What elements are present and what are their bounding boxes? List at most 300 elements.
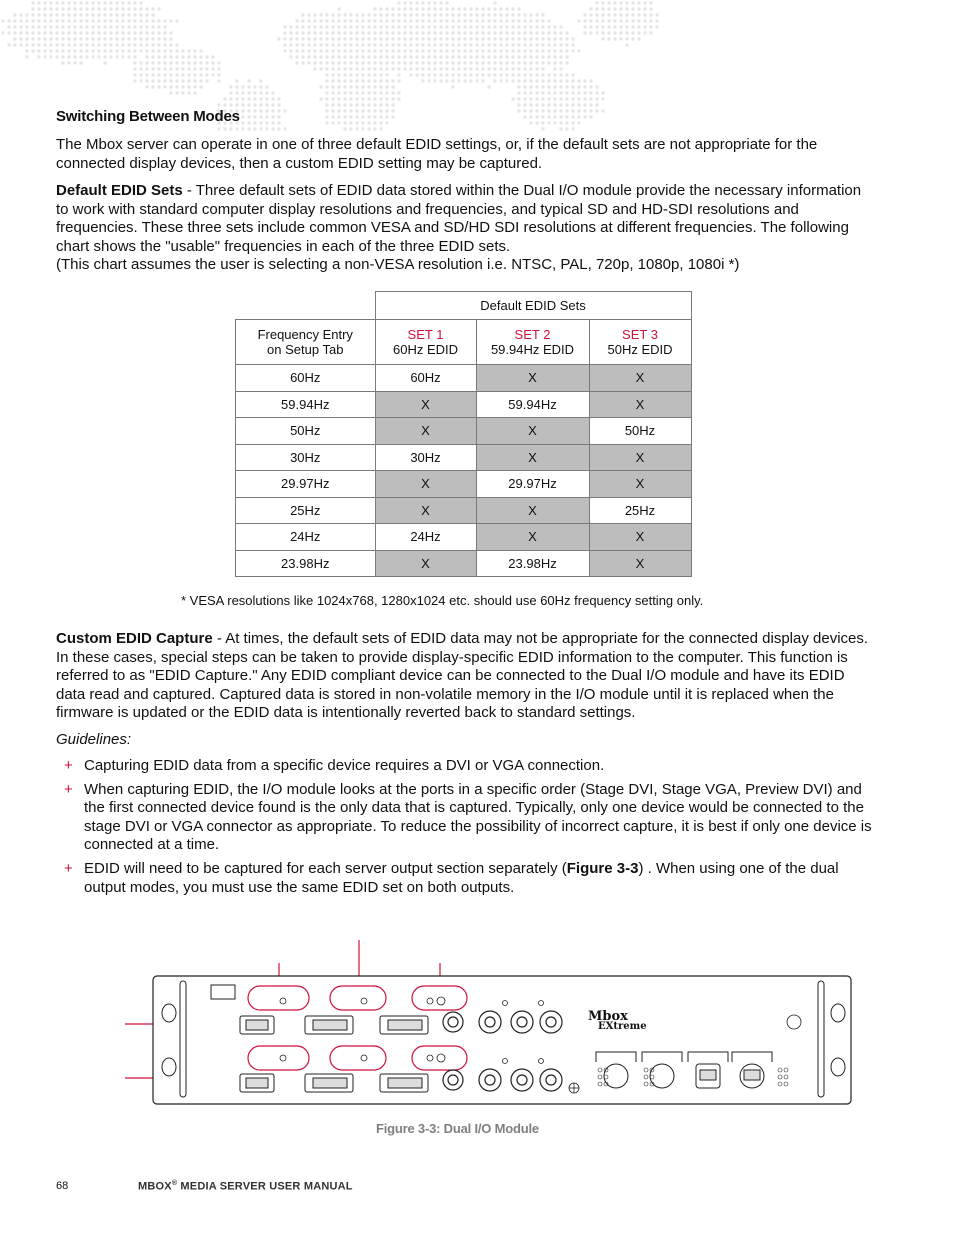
map-dot bbox=[97, 13, 100, 16]
map-dot bbox=[37, 13, 40, 16]
map-dot bbox=[277, 37, 280, 40]
map-dot bbox=[43, 37, 46, 40]
map-dot bbox=[229, 97, 232, 100]
map-dot bbox=[271, 109, 274, 112]
map-dot bbox=[511, 7, 514, 10]
map-dot bbox=[163, 43, 166, 46]
map-dot bbox=[361, 55, 364, 58]
map-dot bbox=[373, 73, 376, 76]
figure-reference-link[interactable]: Figure 3-3 bbox=[566, 859, 639, 877]
map-dot bbox=[91, 25, 94, 28]
set-1-cell: 24Hz bbox=[375, 524, 476, 551]
map-dot bbox=[391, 85, 394, 88]
map-dot bbox=[325, 25, 328, 28]
map-dot bbox=[127, 19, 130, 22]
map-dot bbox=[535, 19, 538, 22]
map-dot bbox=[559, 115, 562, 118]
map-dot bbox=[331, 91, 334, 94]
map-dot bbox=[589, 13, 592, 16]
map-dot bbox=[217, 73, 220, 76]
map-dot bbox=[361, 79, 364, 82]
map-dot bbox=[493, 37, 496, 40]
map-dot bbox=[619, 19, 622, 22]
map-dot bbox=[241, 91, 244, 94]
map-dot bbox=[511, 55, 514, 58]
map-dot bbox=[631, 25, 634, 28]
map-dot bbox=[247, 79, 250, 82]
map-dot bbox=[121, 43, 124, 46]
map-dot bbox=[421, 19, 424, 22]
map-dot bbox=[133, 1, 136, 4]
map-dot bbox=[457, 13, 460, 16]
registered-mark: ® bbox=[171, 1180, 178, 1187]
map-dot bbox=[427, 31, 430, 34]
map-dot bbox=[331, 67, 334, 70]
map-dot bbox=[643, 1, 646, 4]
map-dot bbox=[343, 25, 346, 28]
map-dot bbox=[523, 37, 526, 40]
map-dot bbox=[55, 49, 58, 52]
map-dot bbox=[529, 43, 532, 46]
map-dot bbox=[31, 1, 34, 4]
map-dot bbox=[517, 79, 520, 82]
map-dot bbox=[631, 7, 634, 10]
map-dot bbox=[421, 1, 424, 4]
map-dot bbox=[619, 1, 622, 4]
map-dot bbox=[217, 67, 220, 70]
table-row bbox=[236, 365, 692, 392]
map-dot bbox=[349, 127, 352, 130]
map-dot bbox=[427, 67, 430, 70]
map-dot bbox=[325, 55, 328, 58]
map-dot bbox=[349, 55, 352, 58]
map-dot bbox=[379, 127, 382, 130]
dvi-pins-icon bbox=[313, 1078, 347, 1088]
map-dot bbox=[397, 97, 400, 100]
set-1-name: SET 1 bbox=[407, 327, 444, 342]
map-dot bbox=[505, 55, 508, 58]
map-dot bbox=[49, 13, 52, 16]
map-dot bbox=[583, 103, 586, 106]
map-dot bbox=[115, 13, 118, 16]
map-dot bbox=[169, 31, 172, 34]
map-dot bbox=[343, 73, 346, 76]
map-dot bbox=[109, 1, 112, 4]
map-dot bbox=[511, 25, 514, 28]
map-dot bbox=[517, 73, 520, 76]
map-dot bbox=[49, 31, 52, 34]
map-dot bbox=[385, 79, 388, 82]
map-dot bbox=[367, 19, 370, 22]
map-dot bbox=[229, 127, 232, 130]
map-dot bbox=[325, 49, 328, 52]
map-dot bbox=[25, 49, 28, 52]
map-dot bbox=[247, 127, 250, 130]
map-dot bbox=[475, 7, 478, 10]
map-dot bbox=[103, 43, 106, 46]
map-dot bbox=[391, 91, 394, 94]
map-dot bbox=[67, 49, 70, 52]
map-dot bbox=[79, 55, 82, 58]
map-dot bbox=[61, 61, 64, 64]
map-dot bbox=[553, 115, 556, 118]
map-dot bbox=[379, 25, 382, 28]
map-dot bbox=[157, 49, 160, 52]
map-dot bbox=[121, 55, 124, 58]
map-dot bbox=[319, 31, 322, 34]
map-dot bbox=[37, 55, 40, 58]
map-dot bbox=[325, 43, 328, 46]
map-dot bbox=[427, 55, 430, 58]
map-dot bbox=[367, 67, 370, 70]
map-dot bbox=[139, 25, 142, 28]
map-dot bbox=[565, 49, 568, 52]
map-dot bbox=[589, 19, 592, 22]
map-dot bbox=[349, 13, 352, 16]
map-dot bbox=[271, 127, 274, 130]
map-dot bbox=[463, 25, 466, 28]
map-dot bbox=[427, 37, 430, 40]
map-dot bbox=[583, 25, 586, 28]
map-dot bbox=[121, 7, 124, 10]
map-dot bbox=[211, 73, 214, 76]
map-dot bbox=[535, 121, 538, 124]
map-dot bbox=[529, 31, 532, 34]
map-dot bbox=[511, 97, 514, 100]
map-dot bbox=[337, 19, 340, 22]
map-dot bbox=[175, 55, 178, 58]
map-dot bbox=[175, 85, 178, 88]
map-dot bbox=[121, 19, 124, 22]
map-dot bbox=[331, 25, 334, 28]
map-dot bbox=[391, 115, 394, 118]
map-dot bbox=[571, 79, 574, 82]
map-dot bbox=[559, 97, 562, 100]
map-dot bbox=[181, 67, 184, 70]
map-dot bbox=[247, 85, 250, 88]
map-dot bbox=[109, 43, 112, 46]
map-dot bbox=[385, 103, 388, 106]
map-dot bbox=[241, 85, 244, 88]
map-dot bbox=[271, 121, 274, 124]
map-dot bbox=[187, 49, 190, 52]
map-dot bbox=[103, 1, 106, 4]
map-dot bbox=[91, 7, 94, 10]
map-dot bbox=[193, 85, 196, 88]
map-dot bbox=[259, 109, 262, 112]
map-dot bbox=[553, 97, 556, 100]
map-dot bbox=[391, 43, 394, 46]
map-dot bbox=[79, 7, 82, 10]
map-dot bbox=[97, 43, 100, 46]
map-dot bbox=[79, 61, 82, 64]
map-dot bbox=[127, 55, 130, 58]
map-dot bbox=[499, 55, 502, 58]
map-dot bbox=[511, 37, 514, 40]
map-dot bbox=[415, 19, 418, 22]
map-dot bbox=[475, 37, 478, 40]
map-dot bbox=[127, 43, 130, 46]
map-dot bbox=[391, 55, 394, 58]
map-dot bbox=[229, 85, 232, 88]
map-dot bbox=[313, 19, 316, 22]
map-dot bbox=[517, 13, 520, 16]
map-dot bbox=[643, 31, 646, 34]
map-dot bbox=[37, 25, 40, 28]
map-dot bbox=[337, 49, 340, 52]
map-dot bbox=[127, 13, 130, 16]
map-dot bbox=[535, 109, 538, 112]
map-dot bbox=[415, 43, 418, 46]
map-dot bbox=[475, 73, 478, 76]
map-dot bbox=[13, 13, 16, 16]
map-dot bbox=[367, 121, 370, 124]
map-dot bbox=[121, 25, 124, 28]
map-dot bbox=[1, 31, 4, 34]
map-dot bbox=[535, 79, 538, 82]
map-dot bbox=[535, 115, 538, 118]
map-dot bbox=[607, 25, 610, 28]
map-dot bbox=[475, 19, 478, 22]
map-dot bbox=[157, 43, 160, 46]
map-dot bbox=[559, 79, 562, 82]
map-dot bbox=[103, 49, 106, 52]
map-dot bbox=[385, 97, 388, 100]
map-dot bbox=[433, 19, 436, 22]
map-dot bbox=[85, 31, 88, 34]
map-dot bbox=[313, 67, 316, 70]
map-dot bbox=[313, 43, 316, 46]
map-dot bbox=[463, 19, 466, 22]
map-dot bbox=[505, 13, 508, 16]
map-dot bbox=[649, 1, 652, 4]
map-dot bbox=[613, 13, 616, 16]
map-dot bbox=[163, 73, 166, 76]
set-1-cell: 30Hz bbox=[375, 444, 476, 471]
map-dot bbox=[337, 103, 340, 106]
map-dot bbox=[415, 13, 418, 16]
frequency-cell: 23.98Hz bbox=[236, 550, 376, 577]
map-dot bbox=[337, 67, 340, 70]
map-dot bbox=[109, 25, 112, 28]
map-dot bbox=[235, 97, 238, 100]
map-dot bbox=[49, 43, 52, 46]
map-dot bbox=[457, 7, 460, 10]
map-dot bbox=[385, 121, 388, 124]
map-dot bbox=[277, 103, 280, 106]
map-dot bbox=[331, 73, 334, 76]
map-dot bbox=[595, 1, 598, 4]
map-dot bbox=[349, 43, 352, 46]
set-1-cell: X bbox=[375, 471, 476, 498]
map-dot bbox=[31, 49, 34, 52]
map-dot bbox=[43, 43, 46, 46]
map-dot bbox=[415, 67, 418, 70]
map-dot bbox=[373, 31, 376, 34]
map-dot bbox=[349, 61, 352, 64]
map-dot bbox=[439, 13, 442, 16]
map-dot bbox=[625, 25, 628, 28]
map-dot bbox=[19, 31, 22, 34]
footer-manual-title bbox=[138, 1180, 353, 1193]
map-dot bbox=[481, 43, 484, 46]
set-1-cell: 60Hz bbox=[375, 365, 476, 392]
map-dot bbox=[283, 43, 286, 46]
map-dot bbox=[385, 37, 388, 40]
map-dot bbox=[433, 37, 436, 40]
map-dot bbox=[373, 37, 376, 40]
map-dot bbox=[361, 37, 364, 40]
map-dot bbox=[637, 25, 640, 28]
map-dot bbox=[445, 13, 448, 16]
map-dot bbox=[415, 25, 418, 28]
map-dot bbox=[205, 61, 208, 64]
map-dot bbox=[649, 13, 652, 16]
map-dot bbox=[397, 7, 400, 10]
table-row bbox=[236, 550, 692, 577]
map-dot bbox=[415, 55, 418, 58]
map-dot bbox=[517, 25, 520, 28]
map-dot bbox=[349, 19, 352, 22]
map-dot bbox=[499, 61, 502, 64]
map-dot bbox=[487, 67, 490, 70]
map-dot bbox=[193, 91, 196, 94]
map-dot bbox=[571, 37, 574, 40]
map-dot bbox=[343, 49, 346, 52]
map-dot bbox=[139, 49, 142, 52]
set-2-cell: X bbox=[476, 497, 589, 524]
map-dot bbox=[355, 49, 358, 52]
map-dot bbox=[565, 97, 568, 100]
map-dot bbox=[439, 79, 442, 82]
set-1-cell: X bbox=[375, 550, 476, 577]
footer-page-number: 68 bbox=[56, 1180, 69, 1192]
map-dot bbox=[103, 55, 106, 58]
map-dot bbox=[307, 49, 310, 52]
map-dot bbox=[361, 13, 364, 16]
map-dot bbox=[199, 79, 202, 82]
default-sets-body: - Three default sets of EDID data stored within the Dual I/O module provide the necessary information to work with standard computer display resolutions and frequencies, and typical SD and HD-SDI resolutions and frequencies. These three sets include common VESA and SD/HD SDI resolutions at different frequencies. The following chart shows the "usable" frequencies in each of the three EDID sets. bbox=[56, 182, 862, 255]
map-dot bbox=[493, 13, 496, 16]
map-dot bbox=[571, 97, 574, 100]
map-dot bbox=[367, 127, 370, 130]
map-dot bbox=[373, 67, 376, 70]
map-dot bbox=[439, 55, 442, 58]
map-dot bbox=[493, 19, 496, 22]
guideline-item bbox=[56, 757, 876, 776]
map-dot bbox=[247, 91, 250, 94]
map-dot bbox=[637, 7, 640, 10]
map-dot bbox=[535, 31, 538, 34]
dvi-pins-icon bbox=[388, 1020, 422, 1030]
map-dot bbox=[319, 13, 322, 16]
map-dot bbox=[265, 91, 268, 94]
map-dot bbox=[427, 13, 430, 16]
map-dot bbox=[175, 61, 178, 64]
map-dot bbox=[43, 19, 46, 22]
map-dot bbox=[481, 67, 484, 70]
map-dot bbox=[433, 49, 436, 52]
map-dot bbox=[481, 25, 484, 28]
map-dot bbox=[463, 61, 466, 64]
map-dot bbox=[349, 73, 352, 76]
map-dot bbox=[325, 37, 328, 40]
map-dot bbox=[73, 19, 76, 22]
map-dot bbox=[547, 31, 550, 34]
map-dot bbox=[505, 19, 508, 22]
map-dot bbox=[385, 91, 388, 94]
map-dot bbox=[487, 43, 490, 46]
map-dot bbox=[139, 1, 142, 4]
map-dot bbox=[241, 109, 244, 112]
map-dot bbox=[247, 97, 250, 100]
map-dot bbox=[289, 43, 292, 46]
set-3-desc: 50Hz EDID bbox=[607, 342, 673, 357]
map-dot bbox=[343, 31, 346, 34]
map-dot bbox=[283, 127, 286, 130]
map-dot bbox=[157, 55, 160, 58]
map-dot bbox=[31, 31, 34, 34]
map-dot bbox=[19, 25, 22, 28]
map-dot bbox=[631, 13, 634, 16]
map-dot bbox=[7, 43, 10, 46]
map-dot bbox=[349, 115, 352, 118]
map-dot bbox=[451, 49, 454, 52]
map-dot bbox=[439, 19, 442, 22]
map-dot bbox=[439, 43, 442, 46]
map-dot bbox=[493, 25, 496, 28]
map-dot bbox=[307, 31, 310, 34]
map-dot bbox=[355, 127, 358, 130]
map-dot bbox=[487, 13, 490, 16]
map-dot bbox=[325, 115, 328, 118]
map-dot bbox=[565, 127, 568, 130]
map-dot bbox=[163, 25, 166, 28]
map-dot bbox=[535, 103, 538, 106]
map-dot bbox=[553, 49, 556, 52]
map-dot bbox=[67, 1, 70, 4]
map-dot bbox=[103, 13, 106, 16]
map-dot bbox=[589, 103, 592, 106]
map-dot bbox=[103, 19, 106, 22]
map-dot bbox=[631, 37, 634, 40]
map-dot bbox=[241, 121, 244, 124]
map-dot bbox=[145, 19, 148, 22]
map-dot bbox=[37, 49, 40, 52]
map-dot bbox=[547, 19, 550, 22]
map-dot bbox=[589, 115, 592, 118]
map-dot bbox=[91, 1, 94, 4]
map-dot bbox=[487, 25, 490, 28]
map-dot bbox=[499, 31, 502, 34]
map-dot bbox=[463, 73, 466, 76]
map-dot bbox=[97, 7, 100, 10]
map-dot bbox=[175, 79, 178, 82]
map-dot bbox=[343, 115, 346, 118]
map-dot bbox=[295, 25, 298, 28]
map-dot bbox=[637, 37, 640, 40]
map-dot bbox=[115, 1, 118, 4]
map-dot bbox=[403, 61, 406, 64]
map-dot bbox=[319, 61, 322, 64]
map-dot bbox=[451, 13, 454, 16]
map-dot bbox=[295, 19, 298, 22]
frequency-cell: 24Hz bbox=[236, 524, 376, 551]
map-dot bbox=[637, 19, 640, 22]
map-dot bbox=[367, 79, 370, 82]
map-dot bbox=[331, 115, 334, 118]
map-dot bbox=[517, 91, 520, 94]
